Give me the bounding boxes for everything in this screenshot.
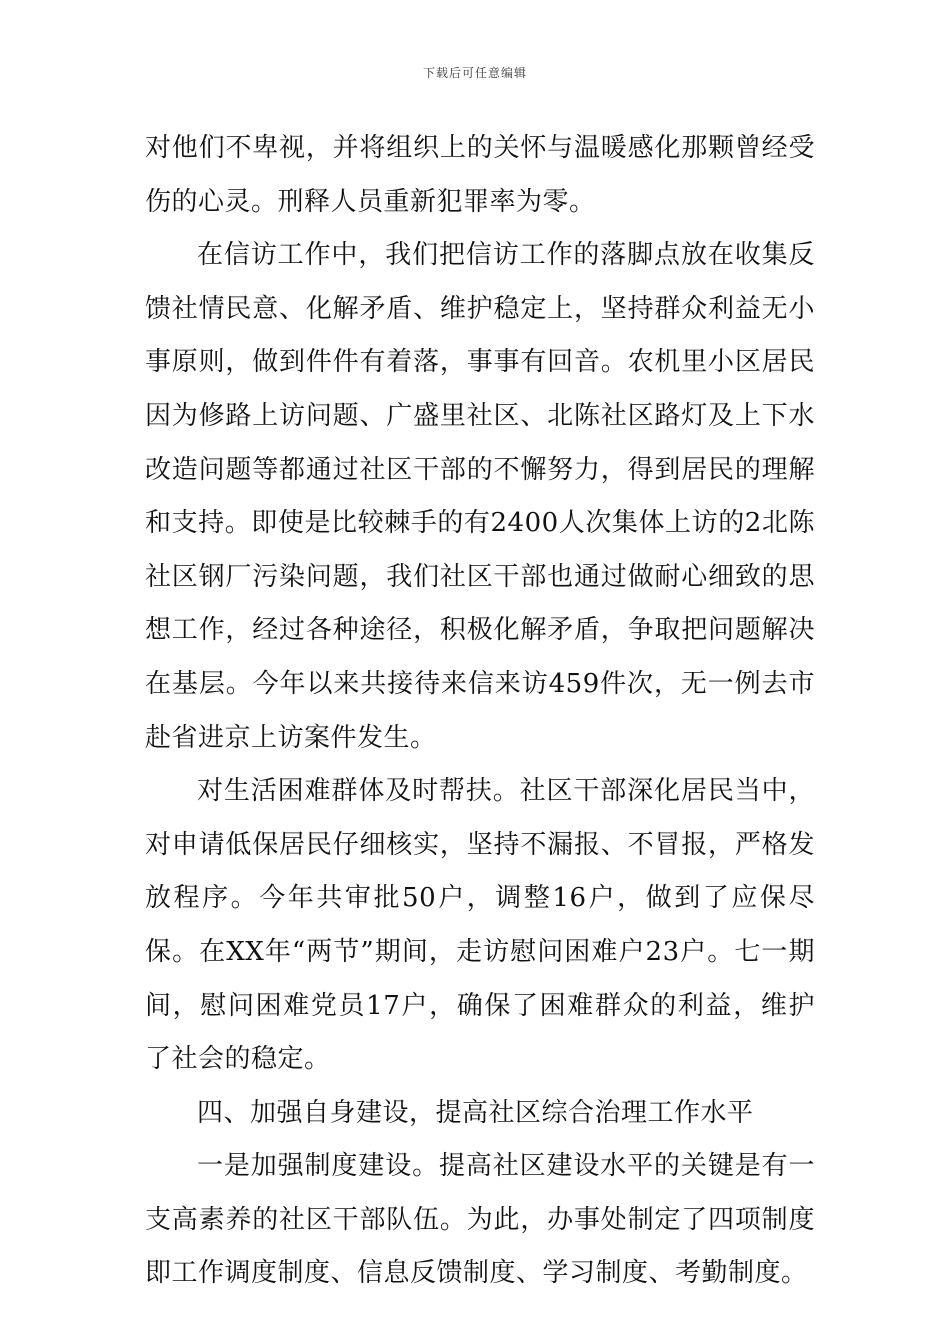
- document-body: [145, 122, 815, 1301]
- paragraph: 对生活困难群体及时帮扶。社区干部深化居民当中，对申请低保居民仔细核实，坚持不漏报、不冒报，严格发放程序。今年共审批50户，调整16户，做到了应保尽保。在XX年“两节”期间，走访慰问困难户23户。七一期间，慰问困难党员17户，确保了困难群众的利益，维护了社会的稳定。: [145, 776, 815, 1075]
- section-heading: 四、加强自身建设，提高社区综合治理工作水平: [197, 1097, 754, 1128]
- paragraph: 一是加强制度建设。提高社区建设水平的关键是有一支高素养的社区干部队伍。为此，办事处制定了四项制度即工作调度制度、信息反馈制度、学习制度、考勤制度。: [145, 1151, 815, 1289]
- header-note: 下载后可任意编辑: [422, 66, 527, 80]
- paragraph: 对他们不卑视，并将组织上的关怀与温暖感化那颗曾经受伤的心灵。刑释人员重新犯罪率为零。: [145, 133, 815, 217]
- paragraph: 在信访工作中，我们把信访工作的落脚点放在收集反馈社情民意、化解矛盾、维护稳定上，坚持群众利益无小事原则，做到件件有着落，事事有回音。农机里小区居民因为修路上访问题、广盛里社区、北陈社区路灯及上下水改造问题等都通过社区干部的不懈努力，得到居民的理解和支持。即使是比较棘手的有2400人次集体上访的2北陈社区钢厂污染问题，我们社区干部也通过做耐心细致的思想工作，经过各种途径，积极化解矛盾，争取把问题解决在基层。今年以来共接待来信来访459件次，无一例去市赴省进京上访案件发生。: [145, 240, 815, 753]
